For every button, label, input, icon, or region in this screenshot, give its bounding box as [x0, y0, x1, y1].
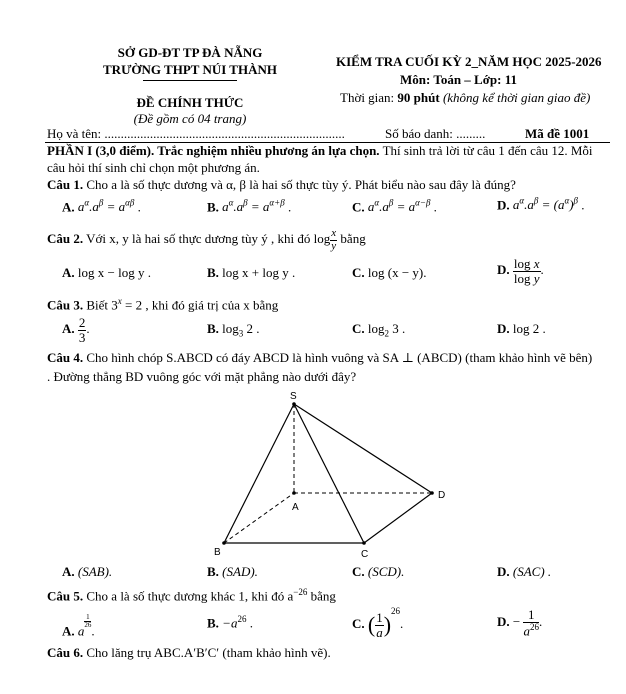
q4-text: Cho hình chóp S.ABCD có đáy ABCD là hình vuông và SA ⊥ (ABCD) (tham khảo hình vẽ bên): [83, 350, 593, 365]
school-dept: SỞ GD-ĐT TP ĐÀ NẴNG: [117, 45, 263, 60]
q1-option-c[interactable]: C. $a^\alpha.a^\beta = a^{\alpha-\beta}$ .: [352, 198, 437, 215]
time-prefix: Thời gian:: [340, 90, 398, 105]
q3-option-d[interactable]: D. log 2 .: [497, 321, 546, 336]
vertex-d: D: [438, 490, 446, 501]
question-2: [47, 228, 366, 252]
q3-option-a[interactable]: A. $\frac{2}{3}$ .: [62, 315, 90, 345]
q1-option-b[interactable]: B. $a^\alpha.a^\beta = a^{\alpha+\beta}$ .: [207, 198, 292, 215]
question-1: [47, 177, 516, 193]
part1-instr: Thí sinh trả lời từ câu 1 đến câu 12. Mỗi: [379, 143, 593, 158]
exam-title: KIỂM TRA CUỐI KỲ 2_NĂM HỌC 2025-2026: [336, 54, 602, 69]
part1-instr2: câu hỏi thí sinh chỉ chọn một phương án.: [47, 160, 260, 175]
q3-option-c[interactable]: C. $\log_2 3$ .: [352, 321, 406, 339]
q4-label: Câu 4.: [47, 350, 84, 365]
q4-option-a[interactable]: A. (SAB).: [62, 564, 113, 579]
exam-code: Mã đề 1001: [525, 126, 590, 141]
q6-label: Câu 6.: [47, 645, 84, 660]
official-label: ĐỀ CHÍNH THỨC: [136, 95, 244, 110]
vertex-b: B: [214, 547, 221, 558]
q2-option-c[interactable]: C. log (x − y).: [352, 265, 427, 280]
q2-text-end: bằng: [337, 231, 366, 247]
q5-label: Câu 5.: [47, 588, 84, 604]
q5-option-c[interactable]: C. ( $\frac{1}{a}$ )$^{26}$.: [352, 606, 404, 640]
q5-text: Cho a là số thực dương khác 1, khi đó a: [83, 588, 294, 604]
question-3: Câu 3. Biết $3^x = 2$ , khi đó giá trị của x bằng: [47, 296, 279, 313]
vertex-s: S: [290, 391, 297, 402]
q5-option-d[interactable]: D. − $\frac{1}{a^{26}}$ .: [497, 607, 543, 638]
school-underline: [143, 80, 237, 81]
pages-note: (Đề gồm có 04 trang): [133, 111, 247, 126]
q1-option-a[interactable]: A. $a^\alpha.a^\beta = a^{\alpha\beta}$ .: [62, 198, 141, 215]
question-4: [47, 350, 592, 366]
q3-label: Câu 3.: [47, 297, 84, 313]
q2-option-b[interactable]: B. log x + log y .: [207, 265, 296, 280]
q4-option-d[interactable]: D. (SAC) .: [497, 564, 552, 579]
q3-option-b[interactable]: B. $\log_3 2$ .: [207, 321, 260, 339]
q2-fraction: $\frac{x}{y}$: [331, 227, 337, 252]
q4-text-line2: . Đường thẳng BD vuông góc với mặt phẳng nào dưới đây?: [47, 369, 357, 384]
time-value: 90 phút: [397, 90, 440, 105]
q5-option-a[interactable]: A. a $^{\frac{1}{26}}$ .: [62, 613, 95, 639]
subject-line: Môn: Toán – Lớp: 11: [400, 72, 518, 87]
q2-label: Câu 2.: [47, 231, 84, 247]
q6-text: Cho lăng trụ ABC.A′B′C′ (tham khảo hình vẽ).: [83, 645, 331, 660]
question-5: [47, 587, 336, 604]
q4-option-c[interactable]: C. (SCD).: [352, 564, 405, 579]
time-note: (không kể thời gian giao đề): [439, 90, 591, 105]
q3-text-end: = 2 , khi đó giá trị của x bằng: [121, 297, 279, 313]
q2-text: Với x, y là hai số thực dương tùy ý , khi đó log: [83, 231, 331, 247]
q4-option-b[interactable]: B. (SAD).: [207, 564, 258, 579]
q2-option-a[interactable]: A. log x − log y .: [62, 265, 151, 280]
school-name: TRƯỜNG THPT NÚI THÀNH: [103, 62, 277, 77]
q2-option-d[interactable]: D. $\frac{\text{log x}}{\text{log y}}$ .: [497, 256, 544, 286]
time-line: [340, 90, 590, 106]
question-6: [47, 645, 331, 661]
vertex-c: C: [361, 549, 369, 560]
q1-text: Cho a là số thực dương và α, β là hai số thực tùy ý. Phát biểu nào sau đây là đúng?: [83, 177, 516, 192]
q5-option-b[interactable]: B. $-a^{26}$ .: [207, 614, 253, 631]
q5-text-end: bằng: [307, 588, 336, 604]
part1-heading: [47, 143, 593, 159]
vertex-a: A: [292, 502, 299, 513]
q1-option-d[interactable]: D. $a^\alpha.a^\beta = (a^\alpha)^\beta$ .: [497, 196, 585, 213]
id-field: Số báo danh: .........: [385, 126, 486, 141]
part1-title: PHẦN I (3,0 điểm). Trắc nghiệm nhiều phương án lựa chọn.: [47, 143, 380, 158]
name-field: Họ và tên: ..........................................................................: [47, 126, 345, 141]
q5-exponent: −26: [293, 587, 308, 597]
q3-text: Biết 3: [83, 297, 118, 313]
q1-label: Câu 1.: [47, 177, 84, 192]
